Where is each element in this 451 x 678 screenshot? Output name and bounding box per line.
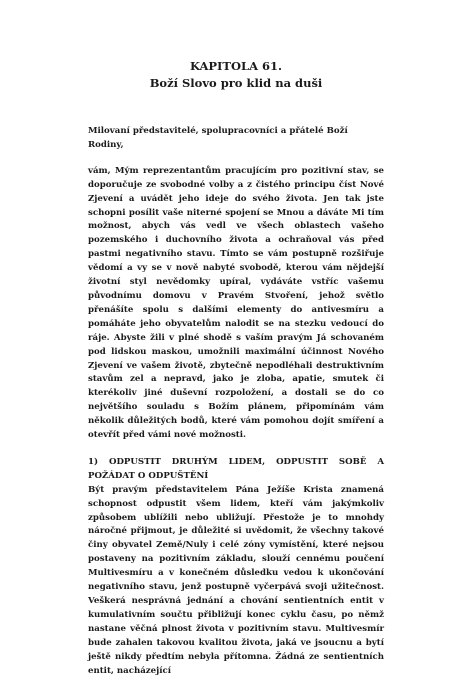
- chapter-title: Boží Slovo pro klid na duši: [149, 76, 323, 90]
- greeting: Milovaní představitelé, spolupracovníci a přátelé Boží Rodiny,: [88, 126, 348, 150]
- paragraph-forgiveness: Být pravým představitelem Pána Ježíše Krista znamená schopnost odpustit všem lidem, kteří vám jakýmkoliv způsobem ublížili nebo ubližují. Přestože je to mnohdy náročné přijmout, je důležité si uvědomit, že všechny takové činy obyvatel Země/Nuly i celé zóny vymístění, které nejsou postaveny na pozitivním základu, slouží cennému poučení Multivesmíru a v konečném důsledku vedou k ukončování negativního stavu, jenž postupně vyčerpává svoji užitečnost. Veškerá nesprávná jednání a chování sentientních entit v kumulativním součtu přibližují konec cyklu času, po němž nastane věčná plnost života v pozitivním stavu. Multivesmír bude zahalen takovou kvalitou života, jaká ve jsoucnu a bytí ještě nikdy předtím nebyla přítomna. Žádná ze sentientních entit, nacházející: [88, 484, 384, 676]
- chapter-number: KAPITOLA 61.: [189, 59, 283, 73]
- paragraph-intro: vám, Mým reprezentantům pracujícím pro pozitivní stav, se doporučuje ze svobodné volby a z čistého principu číst Nové Zjevení a uvádět jeho ideje do svého života. Jen tak jste schopni posílit vaše niterné spojení se Mnou a dáváte Mi tím možnost, abych vás vedl ve všech oblastech vašeho pozemského i duchovního života a ochraňoval vás před pastmi negativního stavu. Tímto se vám postupně rozšiřuje vědomí a vy se v nově nabyté svobodě, kterou vám nějdejší životní styl nevědomky upíral, vydáváte vstříc vašemu původnímu domovu v Pravém Stvoření, jehož světlo přenášíte spolu s dalšími elementy do antivesmíru a pomáháte jeho obyvatelům nalodit se na stezku vedoucí do ráje. Abyste žili v plné shodě s vaším pravým Já schovaném pod lidskou maskou, umožnili maximální účinnost Nového Zjevení ve vašem životě, zbytečně nepodléhali destruktivním stavům zel a nepravd, jako je zloba, apatie, smutek či kterékoliv jiné duševní rozpoložení, a dostali se do co největšího souladu s Božím plánem, připomínám vám několik důležitých bodů, které vám pomohou dojít smíření a otevřít před vámi nové možnosti.: [88, 165, 384, 441]
- section-heading: 1) ODPUSTIT DRUHÝM LIDEM, ODPUSTIT SOBĚ A POŽÁDAT O ODPUŠTĚNÍ: [88, 456, 384, 481]
